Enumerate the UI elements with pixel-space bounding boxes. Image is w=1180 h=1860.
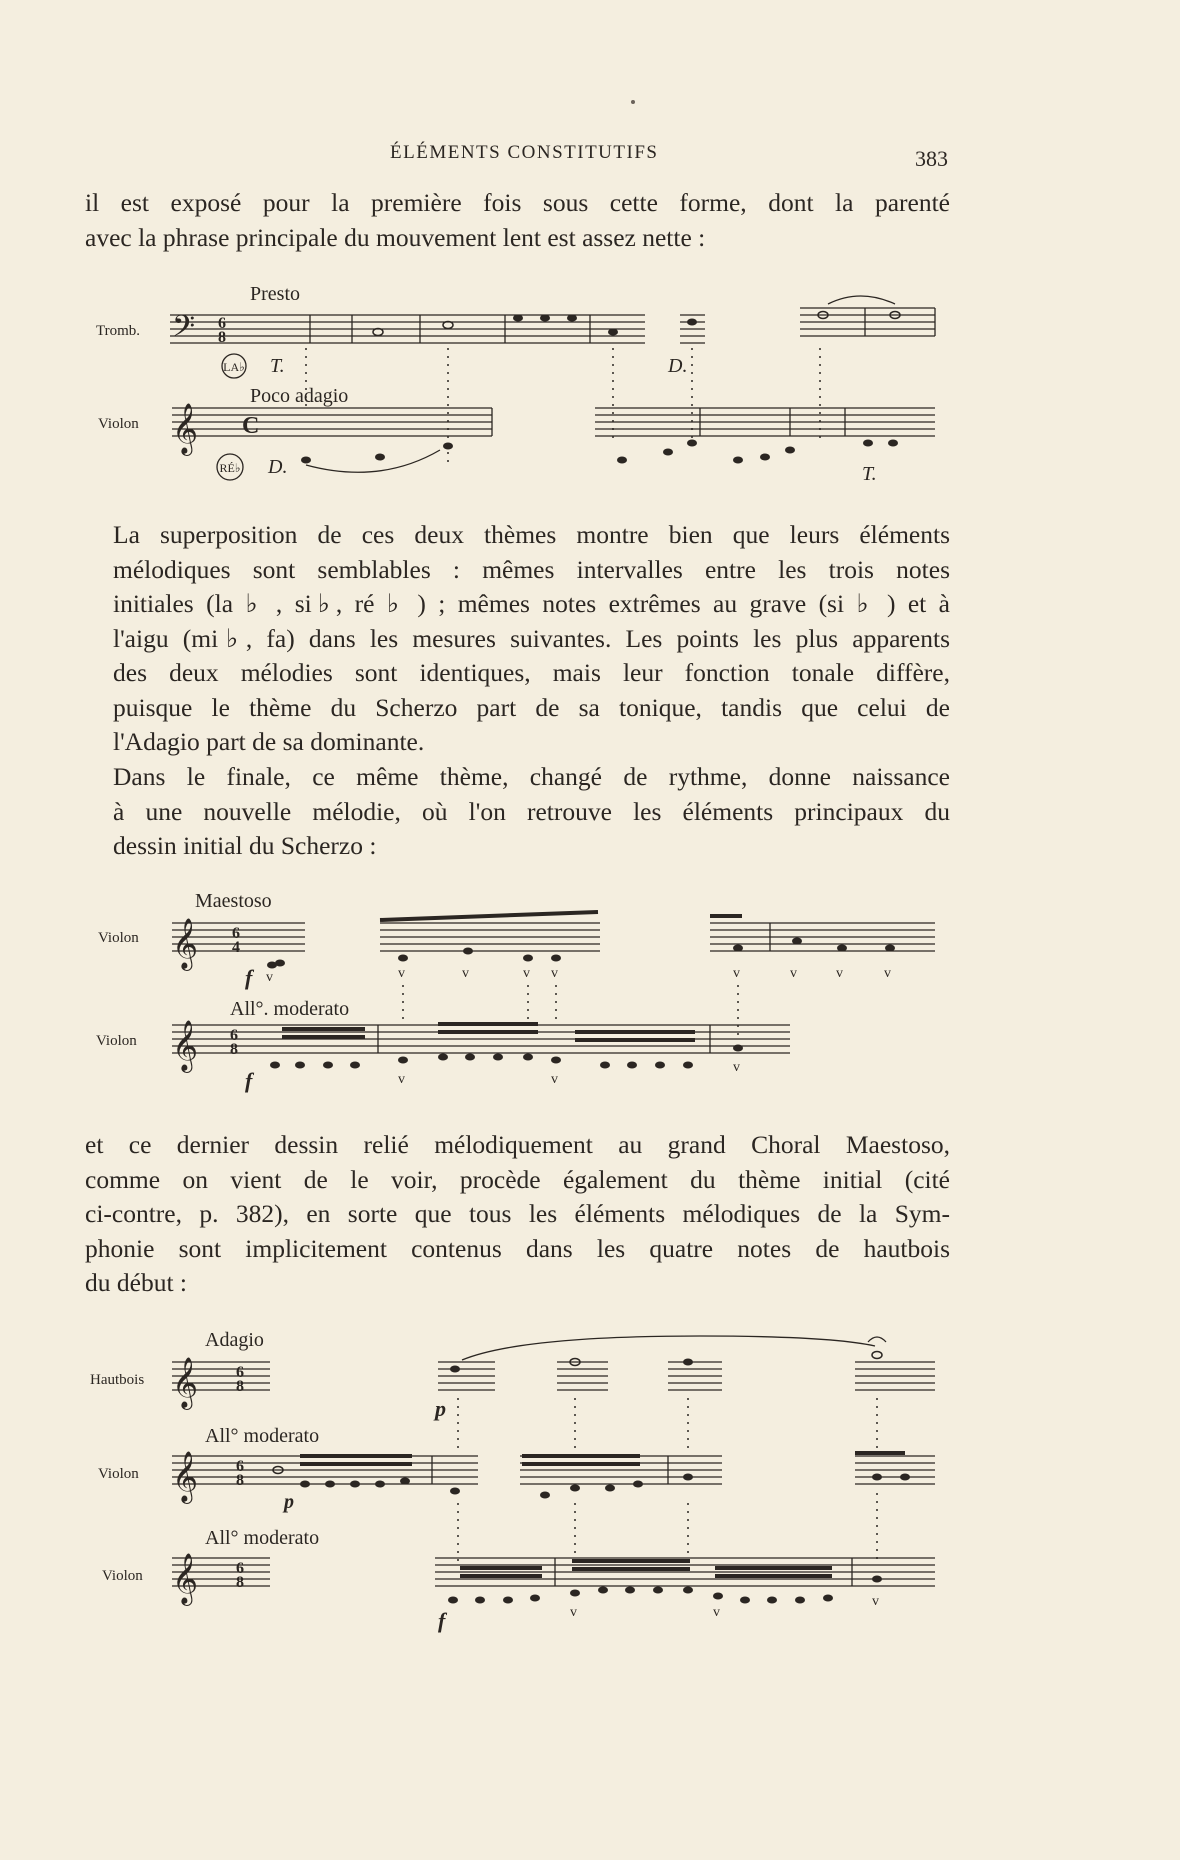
- marker-d-right: D.: [668, 355, 688, 377]
- svg-text:v: v: [266, 970, 273, 985]
- notes-violin: [301, 440, 898, 464]
- svg-text:v: v: [523, 966, 530, 981]
- page-speck: [631, 100, 635, 104]
- text-line: du début :: [85, 1268, 187, 1297]
- music-example-3: [0, 1318, 1180, 1648]
- tempo-presto: Presto: [250, 283, 300, 305]
- text-line: des deux mélodies sont identiques, mais leur fonction tonale diffère,: [113, 658, 950, 687]
- fermata: [868, 1337, 886, 1342]
- svg-text:v: v: [733, 1060, 740, 1075]
- staff-violin-1: [172, 1456, 935, 1484]
- time-signature: 4: [232, 939, 240, 956]
- dynamic-f-violin: f: [438, 1608, 446, 1633]
- text-line: phonie sont implicitement contenus dans les quatre notes de hautbois: [85, 1233, 950, 1263]
- tempo-adagio: Adagio: [205, 1329, 264, 1351]
- treble-clef: 𝄞: [172, 1554, 199, 1603]
- paragraph-3: [85, 760, 950, 864]
- text-line: l'aigu (mi♭, fa) dans les mesures suivantes. Les points les plus apparents: [113, 623, 950, 653]
- staff-violin-2: [172, 1558, 935, 1586]
- slur: [306, 450, 440, 472]
- key-note-top: LA♭: [223, 360, 245, 374]
- text-line: et ce dernier dessin relié mélodiquement au grand Choral Maestoso,: [85, 1130, 950, 1159]
- slur: [462, 1336, 875, 1360]
- treble-clef: 𝄞: [172, 919, 199, 968]
- common-time: C: [242, 413, 260, 439]
- beams: [460, 1561, 832, 1576]
- svg-text:v: v: [551, 966, 558, 981]
- time-signature: 6: [218, 315, 226, 332]
- text-line: avec la phrase principale du mouvement lent est assez nette :: [85, 222, 706, 252]
- tempo-maestoso: Maestoso: [195, 890, 272, 912]
- time-signature: 6: [230, 1027, 238, 1044]
- bass-clef: 𝄢: [172, 310, 196, 350]
- svg-text:v: v: [398, 966, 405, 981]
- text-line: dessin initial du Scherzo :: [113, 831, 377, 860]
- accent-marks: [266, 966, 891, 985]
- text-line: Dans le finale, ce même thème, changé de rythme, donne naissance: [113, 762, 950, 791]
- svg-text:v: v: [713, 1605, 720, 1620]
- instrument-violin-bottom: Violon: [96, 1033, 137, 1049]
- text-line: puisque le thème du Scherzo part de sa tonique, tandis que celui de: [113, 692, 950, 722]
- music-example-2: [0, 885, 1180, 1100]
- svg-text:v: v: [570, 1605, 577, 1620]
- paragraph-4: [85, 1128, 950, 1301]
- svg-text:v: v: [884, 966, 891, 981]
- svg-text:v: v: [462, 966, 469, 981]
- notes-maestoso: [267, 938, 895, 969]
- dynamic-p-violin: p: [284, 1491, 294, 1513]
- instrument-violin: Violon: [98, 416, 139, 432]
- notes-violin-1: [273, 1467, 910, 1499]
- text-line: ci-contre, p. 382), en sorte que tous les éléments mélodiques de la Sym-: [85, 1199, 950, 1228]
- time-signature: 6: [236, 1364, 244, 1381]
- time-signature: 6: [236, 1560, 244, 1577]
- instrument-violin-1: Violon: [98, 1466, 139, 1482]
- time-signature: 8: [236, 1472, 244, 1489]
- text-line: comme on vient de le voir, procède également du thème initial (cité: [85, 1164, 950, 1194]
- text-line: l'Adagio part de sa dominante.: [113, 727, 425, 756]
- marker-d: D.: [268, 456, 288, 478]
- time-signature: 8: [230, 1041, 238, 1058]
- time-signature: 6: [232, 925, 240, 942]
- instrument-violin-top: Violon: [98, 930, 139, 946]
- svg-text:v: v: [790, 966, 797, 981]
- slur: [828, 296, 895, 304]
- marker-t-right: T.: [862, 463, 877, 485]
- dynamic-f-top: f: [245, 965, 253, 990]
- marker-t: T.: [270, 355, 285, 377]
- treble-clef: 𝄞: [172, 1021, 199, 1070]
- music-example-1: [0, 280, 1180, 495]
- time-signature: 6: [236, 1458, 244, 1475]
- svg-text:v: v: [398, 1072, 405, 1087]
- text-line: il est exposé pour la première fois sous cette forme, dont la parenté: [85, 188, 950, 217]
- instrument-trombone: Tromb.: [96, 323, 141, 339]
- svg-text:v: v: [836, 966, 843, 981]
- paragraph-1: [85, 186, 950, 255]
- treble-clef: 𝄞: [172, 404, 199, 453]
- tempo-poco-adagio: Poco adagio: [250, 385, 349, 407]
- text-line: à une nouvelle mélodie, où l'on retrouve les éléments principaux du: [113, 796, 950, 826]
- svg-text:v: v: [551, 1072, 558, 1087]
- text-line: La superposition de ces deux thèmes montre bien que leurs éléments: [113, 520, 950, 549]
- tempo-allo-moderato-1: All° moderato: [205, 1425, 320, 1447]
- treble-clef: 𝄞: [172, 1452, 199, 1501]
- staff-oboe: [172, 1362, 935, 1390]
- page-number: 383: [915, 146, 948, 171]
- time-signature: 8: [236, 1574, 244, 1591]
- notes-allo-moderato: [270, 1045, 743, 1069]
- dynamic-p-oboe: p: [435, 1396, 446, 1421]
- staff-trombone: [170, 308, 935, 343]
- staff-violin-top: [172, 923, 935, 951]
- beams: [300, 1453, 905, 1464]
- instrument-oboe: Hautbois: [90, 1372, 145, 1388]
- running-header: ÉLÉMENTS CONSTITUTIFS: [390, 142, 659, 163]
- treble-clef: 𝄞: [172, 1358, 199, 1407]
- text-line: initiales (la ♭ , si♭, ré ♭ ) ; mêmes notes extrêmes au grave (si ♭ ) et à: [113, 589, 950, 618]
- beams: [380, 912, 742, 920]
- time-signature: 8: [236, 1378, 244, 1395]
- dynamic-f-bottom: f: [245, 1068, 253, 1093]
- staff-violin-bottom: [172, 1025, 790, 1053]
- text-line: mélodiques sont semblables : mêmes intervalles entre les trois notes: [113, 554, 950, 584]
- notes-violin-2: [448, 1576, 882, 1604]
- instrument-violin-2: Violon: [102, 1568, 143, 1584]
- svg-text:v: v: [872, 1594, 879, 1609]
- tempo-allo-moderato: All°. moderato: [230, 998, 350, 1020]
- notes-oboe: [450, 1352, 882, 1373]
- key-note-bottom: RÉ♭: [219, 461, 241, 475]
- tempo-allo-moderato-2: All° moderato: [205, 1527, 320, 1549]
- svg-text:v: v: [733, 966, 740, 981]
- paragraph-2: [85, 518, 950, 760]
- time-signature: 8: [218, 329, 226, 346]
- alignment-dots: [306, 348, 820, 465]
